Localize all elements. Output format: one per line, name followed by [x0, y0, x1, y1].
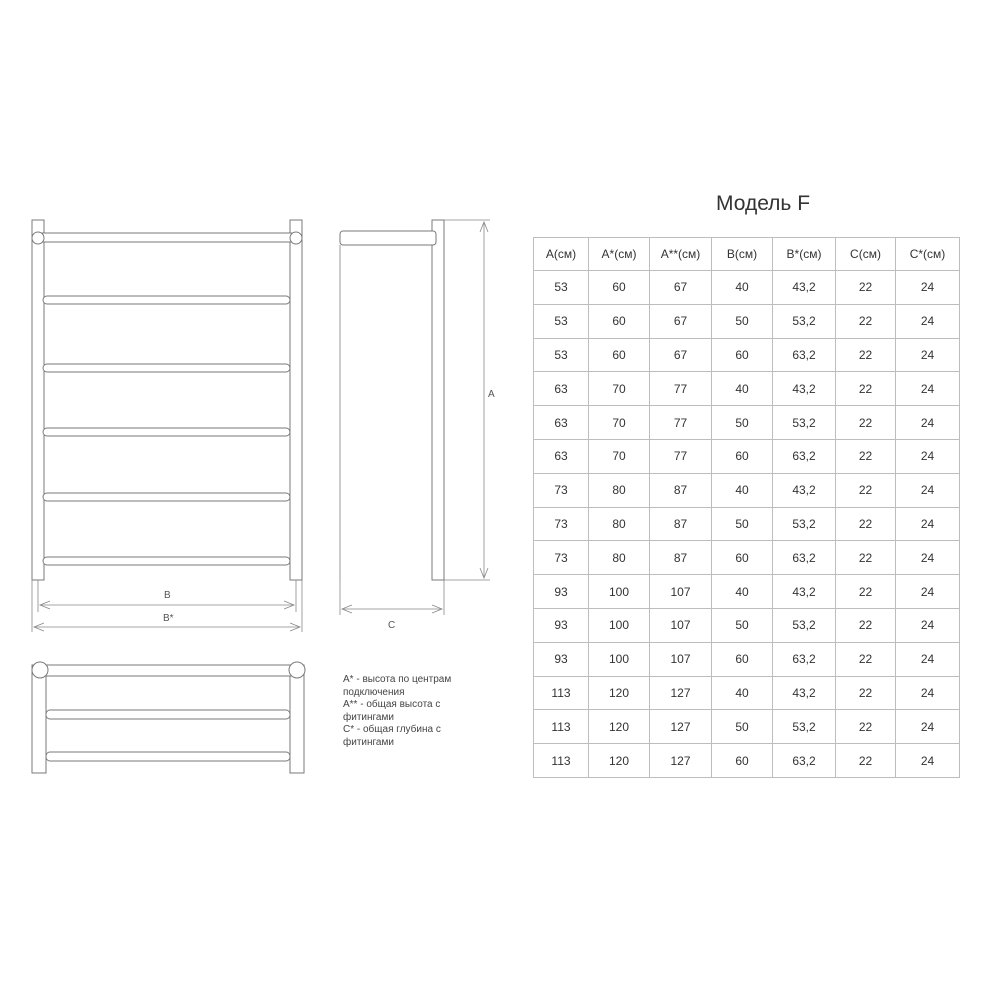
- table-row: [534, 710, 960, 744]
- table-cell: 127: [650, 676, 712, 710]
- left-rail: [32, 220, 44, 580]
- table-cell: 53,2: [773, 710, 836, 744]
- table-cell: 40: [712, 473, 773, 507]
- table-cell: 40: [712, 271, 773, 305]
- table-cell: 22: [836, 642, 896, 676]
- table-cell: 24: [896, 608, 960, 642]
- table-cell: 120: [589, 710, 650, 744]
- table-cell: 40: [712, 575, 773, 609]
- table-cell: 63: [534, 406, 589, 440]
- table-row: [534, 372, 960, 406]
- table-cell: 93: [534, 575, 589, 609]
- top-view: [32, 662, 305, 773]
- table-cell: 24: [896, 710, 960, 744]
- table-cell: 60: [712, 642, 773, 676]
- table-cell: 60: [712, 338, 773, 372]
- table-cell: 53: [534, 304, 589, 338]
- table-cell: 22: [836, 710, 896, 744]
- table-cell: 70: [589, 439, 650, 473]
- table-cell: 22: [836, 608, 896, 642]
- table-cell: 100: [589, 575, 650, 609]
- table-cell: 100: [589, 642, 650, 676]
- cross-bar: [43, 493, 290, 501]
- table-cell: 24: [896, 372, 960, 406]
- table-cell: 93: [534, 608, 589, 642]
- table-cell: 60: [712, 541, 773, 575]
- top-view-left-post: [32, 665, 46, 773]
- table-cell: 63,2: [773, 541, 836, 575]
- table-cell: 53,2: [773, 406, 836, 440]
- table-row: [534, 575, 960, 609]
- column-header: B(см): [712, 238, 773, 271]
- column-header: A(см): [534, 238, 589, 271]
- top-view-bar: [46, 710, 290, 719]
- cross-bar: [43, 557, 290, 565]
- table-cell: 67: [650, 304, 712, 338]
- column-header: C*(см): [896, 238, 960, 271]
- dimension-label-c: C: [388, 620, 396, 631]
- table-cell: 120: [589, 744, 650, 778]
- legend: [343, 674, 473, 750]
- table-cell: 63: [534, 372, 589, 406]
- table-cell: 87: [650, 473, 712, 507]
- table-cell: 60: [712, 744, 773, 778]
- side-rail: [432, 220, 444, 580]
- table-cell: 40: [712, 676, 773, 710]
- table-cell: 127: [650, 710, 712, 744]
- table-cell: 73: [534, 541, 589, 575]
- top-view-right-fitting: [289, 662, 305, 678]
- table-cell: 50: [712, 304, 773, 338]
- table-cell: 50: [712, 406, 773, 440]
- table-cell: 43,2: [773, 271, 836, 305]
- table-cell: 60: [589, 271, 650, 305]
- table-cell: 22: [836, 541, 896, 575]
- table-cell: 53,2: [773, 304, 836, 338]
- table-cell: 127: [650, 744, 712, 778]
- table-cell: 22: [836, 575, 896, 609]
- cross-bar: [43, 364, 290, 372]
- front-view: [32, 220, 302, 580]
- table-cell: 22: [836, 338, 896, 372]
- legend-item: C* - общая глубина с фитингами: [343, 724, 441, 748]
- dimension-lines: [32, 220, 490, 632]
- table-cell: 113: [534, 710, 589, 744]
- table-cell: 60: [712, 439, 773, 473]
- table-row: [534, 271, 960, 305]
- table-cell: 22: [836, 304, 896, 338]
- table-row: [534, 744, 960, 778]
- table-cell: 24: [896, 271, 960, 305]
- table-cell: 53: [534, 271, 589, 305]
- table-cell: 24: [896, 575, 960, 609]
- table-cell: 60: [589, 338, 650, 372]
- top-right-fitting: [290, 232, 302, 244]
- table-row: [534, 642, 960, 676]
- table-cell: 120: [589, 676, 650, 710]
- column-header: A*(см): [589, 238, 650, 271]
- table-cell: 24: [896, 473, 960, 507]
- top-bar: [37, 233, 296, 242]
- table-cell: 63: [534, 439, 589, 473]
- table-cell: 22: [836, 271, 896, 305]
- dimension-label-b-star: B*: [163, 613, 174, 624]
- table-cell: 43,2: [773, 575, 836, 609]
- table-cell: 22: [836, 406, 896, 440]
- table-cell: 107: [650, 608, 712, 642]
- side-top-bar: [340, 231, 436, 245]
- top-view-bar: [46, 752, 290, 761]
- table-cell: 77: [650, 406, 712, 440]
- top-view-bar: [40, 665, 296, 676]
- table-cell: 60: [589, 304, 650, 338]
- table-cell: 63,2: [773, 439, 836, 473]
- table-cell: 87: [650, 541, 712, 575]
- top-view-left-fitting: [32, 662, 48, 678]
- table-cell: 24: [896, 304, 960, 338]
- table-cell: 22: [836, 473, 896, 507]
- model-title: Модель F: [716, 192, 811, 215]
- table-cell: 22: [836, 507, 896, 541]
- table-cell: 87: [650, 507, 712, 541]
- table-cell: 53,2: [773, 608, 836, 642]
- table-cell: 77: [650, 372, 712, 406]
- table-row: [534, 473, 960, 507]
- table-cell: 53,2: [773, 507, 836, 541]
- top-left-fitting: [32, 232, 44, 244]
- table-cell: 40: [712, 372, 773, 406]
- legend-item: A* - высота по центрам подключения: [343, 674, 452, 698]
- table-cell: 22: [836, 439, 896, 473]
- table-cell: 53: [534, 338, 589, 372]
- table-cell: 50: [712, 507, 773, 541]
- table-cell: 67: [650, 271, 712, 305]
- dimensions-table: [533, 237, 960, 778]
- table-cell: 24: [896, 338, 960, 372]
- table-cell: 24: [896, 406, 960, 440]
- table-cell: 113: [534, 744, 589, 778]
- table-cell: 43,2: [773, 676, 836, 710]
- table-cell: 43,2: [773, 473, 836, 507]
- table-cell: 22: [836, 372, 896, 406]
- top-view-right-post: [290, 665, 304, 773]
- table-cell: 113: [534, 676, 589, 710]
- table-cell: 70: [589, 406, 650, 440]
- table-cell: 100: [589, 608, 650, 642]
- table-body: [534, 271, 960, 778]
- dimension-label-a: A: [488, 389, 495, 400]
- table-row: [534, 541, 960, 575]
- table-header-row: [534, 238, 960, 271]
- table-cell: 107: [650, 575, 712, 609]
- table-cell: 24: [896, 642, 960, 676]
- table-cell: 24: [896, 541, 960, 575]
- table-row: [534, 406, 960, 440]
- table-cell: 24: [896, 676, 960, 710]
- table-cell: 80: [589, 541, 650, 575]
- table-cell: 50: [712, 608, 773, 642]
- table-cell: 43,2: [773, 372, 836, 406]
- table-cell: 107: [650, 642, 712, 676]
- table-cell: 63,2: [773, 338, 836, 372]
- table-cell: 22: [836, 744, 896, 778]
- table-cell: 93: [534, 642, 589, 676]
- column-header: B*(см): [773, 238, 836, 271]
- table-row: [534, 608, 960, 642]
- table-cell: 77: [650, 439, 712, 473]
- table-cell: 24: [896, 744, 960, 778]
- table-cell: 22: [836, 676, 896, 710]
- table-row: [534, 439, 960, 473]
- table-cell: 73: [534, 473, 589, 507]
- dimension-label-b: B: [164, 590, 171, 601]
- table-cell: 50: [712, 710, 773, 744]
- table-row: [534, 304, 960, 338]
- table-cell: 63,2: [773, 642, 836, 676]
- side-view: [340, 220, 444, 580]
- column-header: C(см): [836, 238, 896, 271]
- table-cell: 67: [650, 338, 712, 372]
- table-cell: 24: [896, 439, 960, 473]
- table-cell: 73: [534, 507, 589, 541]
- table-row: [534, 507, 960, 541]
- table-cell: 24: [896, 507, 960, 541]
- table-cell: 70: [589, 372, 650, 406]
- table-cell: 63,2: [773, 744, 836, 778]
- right-rail: [290, 220, 302, 580]
- table-row: [534, 676, 960, 710]
- cross-bar: [43, 296, 290, 304]
- table-cell: 80: [589, 473, 650, 507]
- cross-bar: [43, 428, 290, 436]
- table-row: [534, 338, 960, 372]
- column-header: A**(см): [650, 238, 712, 271]
- legend-item: A** - общая высота с фитингами: [343, 699, 441, 723]
- table-cell: 80: [589, 507, 650, 541]
